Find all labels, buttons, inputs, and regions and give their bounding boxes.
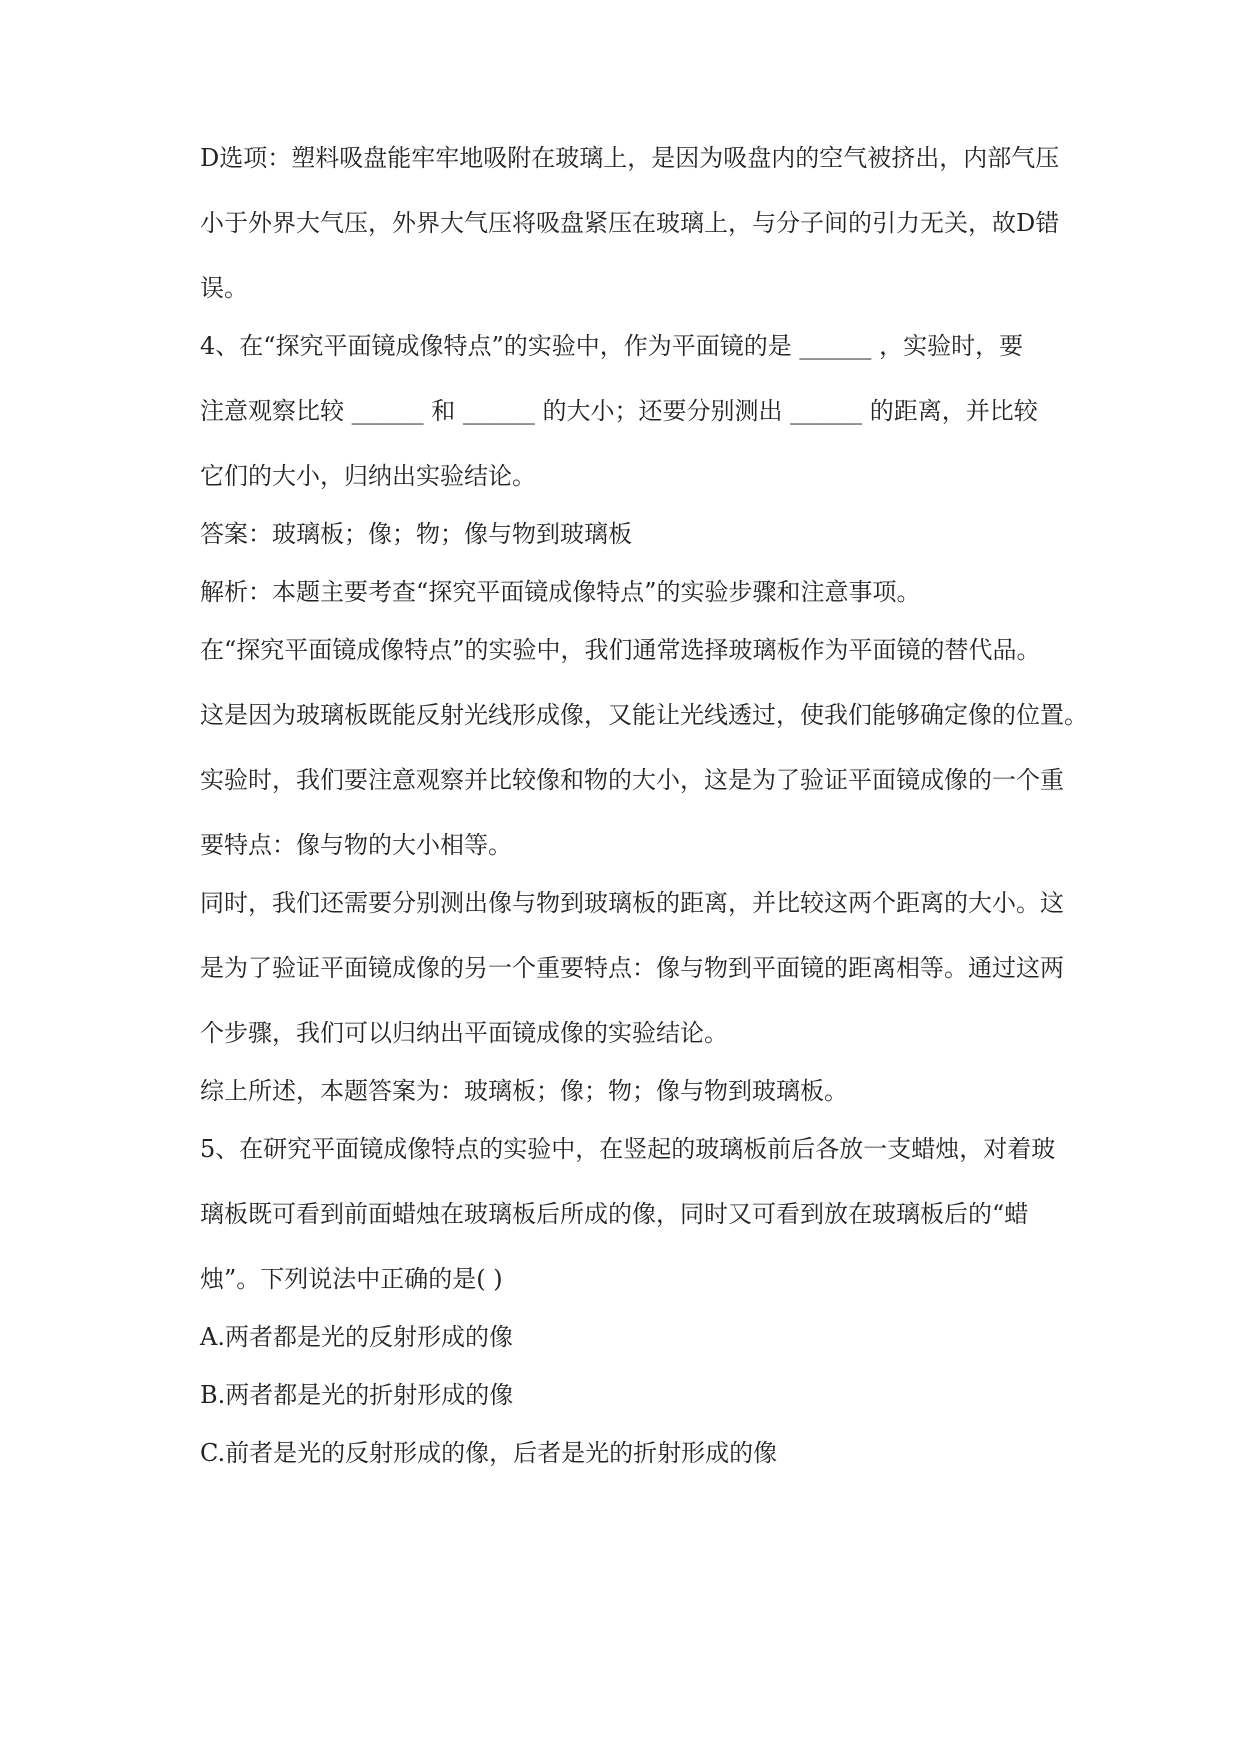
summary-line: 综上所述，本题答案为：玻璃板；像；物；像与物到玻璃板。 [200,1077,848,1105]
question-4-line: 注意观察比较 ______ 和 ______ 的大小；还要分别测出 ______ 的距离，并比较 [200,397,1038,425]
analysis-line: 解析：本题主要考查“探究平面镜成像特点”的实验步骤和注意事项。 [200,578,921,606]
question-5-line: 5、在研究平面镜成像特点的实验中，在竖起的玻璃板前后各放一支蜡烛，对着玻 [200,1135,1056,1163]
analysis-line: 要特点：像与物的大小相等。 [200,831,512,859]
analysis-line: 同时，我们还需要分别测出像与物到玻璃板的距离，并比较这两个距离的大小。这 [200,889,1064,917]
analysis-line: 在“探究平面镜成像特点”的实验中，我们通常选择玻璃板作为平面镜的替代品。 [200,636,1041,664]
option-a: A.两者都是光的反射形成的像 [200,1323,513,1351]
question-5-line: 烛”。下列说法中正确的是( ) [200,1265,503,1293]
analysis-line: 这是因为玻璃板既能反射光线形成像，又能让光线透过，使我们能够确定像的位置。 [200,701,1088,729]
question-5-line: 璃板既可看到前面蜡烛在玻璃板后所成的像，同时又可看到放在玻璃板后的“蜡 [200,1200,1029,1228]
question-4-line: 4、在“探究平面镜成像特点”的实验中，作为平面镜的是 ______ ，实验时，要 [200,332,1024,360]
option-b: B.两者都是光的折射形成的像 [200,1381,514,1409]
text-line: 误。 [200,274,248,302]
text-line: 小于外界大气压，外界大气压将吸盘紧压在玻璃上，与分子间的引力无关，故D错 [200,209,1060,237]
text-line: D选项：塑料吸盘能牢牢地吸附在玻璃上，是因为吸盘内的空气被挤出，内部气压 [200,144,1060,172]
analysis-line: 个步骤，我们可以归纳出平面镜成像的实验结论。 [200,1019,728,1047]
document-text [200,142,1100,1470]
analysis-line: 是为了验证平面镜成像的另一个重要特点：像与物到平面镜的距离相等。通过这两 [200,954,1064,982]
question-4-line: 它们的大小，归纳出实验结论。 [200,462,536,490]
analysis-line: 实验时，我们要注意观察并比较像和物的大小，这是为了验证平面镜成像的一个重 [200,766,1064,794]
answer-line: 答案：玻璃板；像；物；像与物到玻璃板 [200,520,632,548]
option-c: C.前者是光的反射形成的像，后者是光的折射形成的像 [200,1439,778,1467]
